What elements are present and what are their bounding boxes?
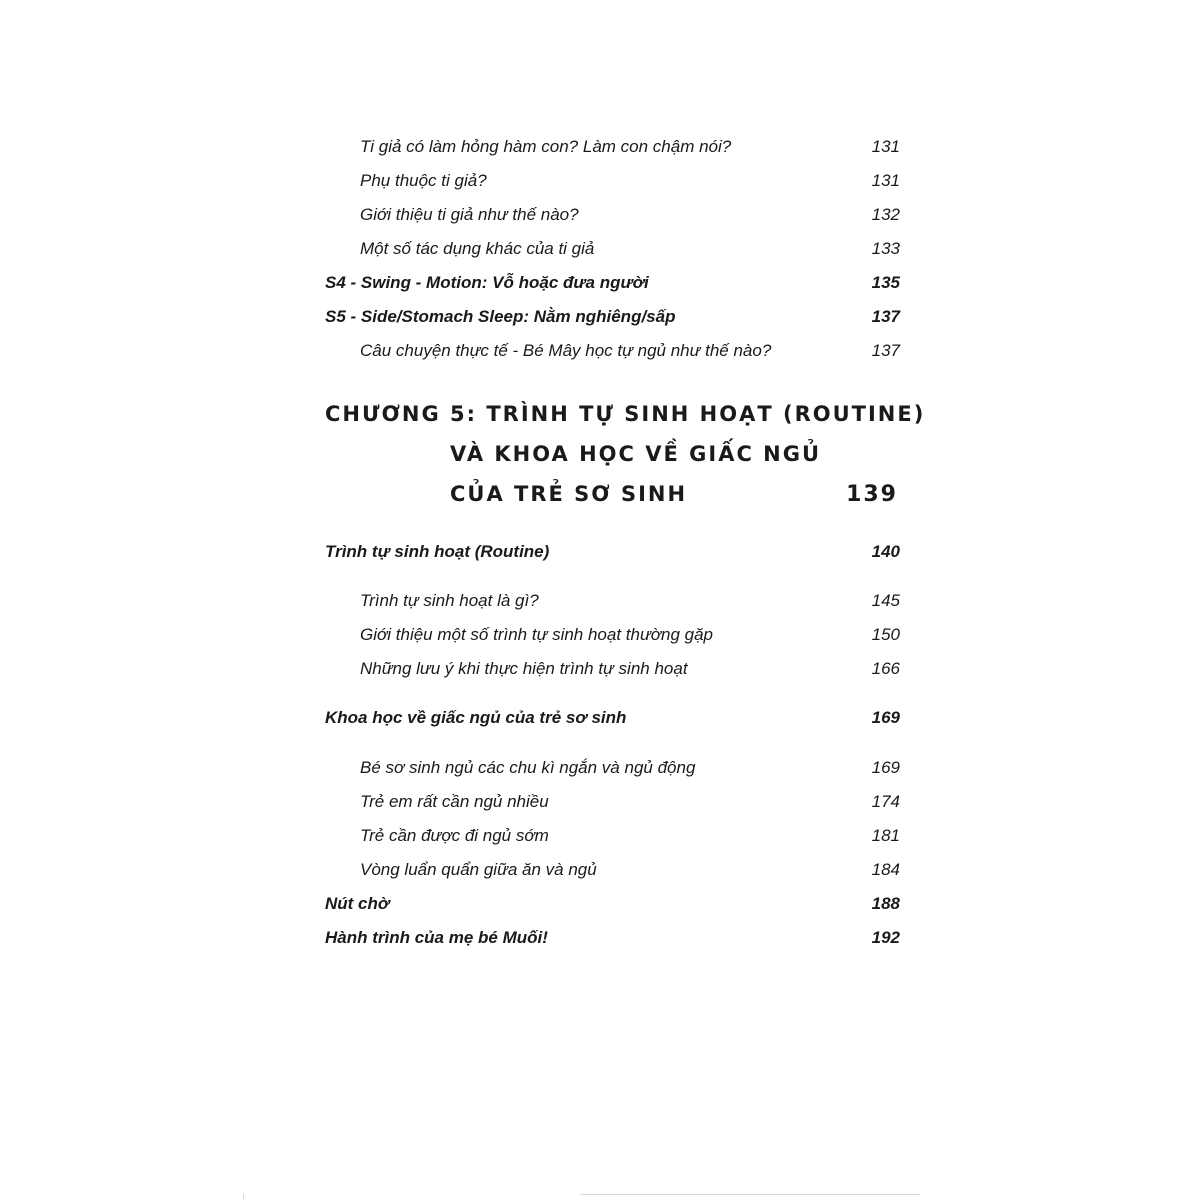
toc-entry [0, 623, 1200, 647]
toc-entry-page: 181 [871, 826, 900, 845]
toc-entry-title: S5 - Side/Stomach Sleep: Nằm nghiêng/sấp [325, 307, 676, 326]
page-edge-line [580, 1194, 920, 1195]
toc-entry-page: 140 [871, 542, 900, 561]
toc-entry [0, 237, 1200, 261]
toc-entry [0, 824, 1200, 848]
toc-entry [0, 339, 1200, 363]
toc-entry-page: 192 [871, 928, 900, 947]
toc-entry-page: 132 [871, 205, 900, 224]
toc-entry-page: 131 [871, 171, 900, 190]
toc-entry-title: Hành trình của mẹ bé Muối! [325, 928, 548, 947]
toc-entry-title: Khoa học về giấc ngủ của trẻ sơ sinh [325, 708, 627, 727]
toc-entry-page: 133 [871, 239, 900, 258]
toc-entry-title: Trẻ em rất cần ngủ nhiều [360, 792, 549, 811]
chapter-title-line-2: VÀ KHOA HỌC VỀ GIẤC NGỦ [450, 442, 822, 466]
toc-entry-page: 137 [871, 307, 900, 326]
toc-entry-title: S4 - Swing - Motion: Vỗ hoặc đưa người [325, 273, 649, 292]
chapter-page-number: 139 [846, 482, 898, 507]
toc-entry-page: 169 [871, 758, 900, 777]
toc-section-entry [0, 271, 1200, 295]
toc-section-entry [0, 305, 1200, 329]
toc-entry-page: 150 [871, 625, 900, 644]
toc-section-entry [0, 706, 1200, 730]
toc-entry-title: Một số tác dụng khác của ti giả [360, 239, 595, 258]
toc-entry-title: Ti giả có làm hỏng hàm con? Làm con chậm nói? [360, 137, 732, 156]
toc-entry-title: Phụ thuộc ti giả? [360, 171, 487, 190]
toc-entry-title: Nút chờ [325, 894, 390, 913]
chapter-title-line-1: CHƯƠNG 5: TRÌNH TỰ SINH HOẠT (ROUTINE) [325, 402, 926, 426]
toc-entry [0, 203, 1200, 227]
toc-entry-page: 131 [871, 137, 900, 156]
toc-entry-title: Trình tự sinh hoạt (Routine) [325, 542, 550, 561]
toc-entry-title: Những lưu ý khi thực hiện trình tự sinh hoạt [360, 659, 688, 678]
toc-entry-page: 174 [871, 792, 900, 811]
toc-entry-title: Vòng luẩn quẩn giữa ăn và ngủ [360, 860, 597, 879]
toc-entry [0, 858, 1200, 882]
toc-entry-title: Bé sơ sinh ngủ các chu kì ngắn và ngủ động [360, 758, 696, 777]
toc-entry-title: Trình tự sinh hoạt là gì? [360, 591, 539, 610]
toc-entry-page: 166 [871, 659, 900, 678]
toc-entry [0, 135, 1200, 159]
toc-entry-page: 135 [871, 273, 900, 292]
toc-entry-page: 169 [871, 708, 900, 727]
toc-entry-page: 137 [871, 341, 900, 360]
toc-entry [0, 657, 1200, 681]
toc-entry [0, 756, 1200, 780]
toc-section-entry [0, 892, 1200, 916]
toc-section-entry [0, 926, 1200, 950]
toc-entry [0, 790, 1200, 814]
toc-entry-title: Câu chuyện thực tế - Bé Mây học tự ngủ như thế nào? [360, 341, 772, 360]
toc-entry-title: Trẻ cần được đi ngủ sớm [360, 826, 549, 845]
toc-entry-title: Giới thiệu một số trình tự sinh hoạt thường gặp [360, 625, 714, 644]
toc-entry-page: 145 [871, 591, 900, 610]
toc-entry [0, 589, 1200, 613]
toc-entry-title: Giới thiệu ti giả như thế nào? [360, 205, 579, 224]
toc-entry-page: 188 [871, 894, 900, 913]
toc-section-entry [0, 540, 1200, 564]
toc-entry [0, 169, 1200, 193]
page-edge-mark [243, 1194, 244, 1200]
chapter-title-line-3: CỦA TRẺ SƠ SINH [450, 482, 688, 506]
toc-entry-page: 184 [871, 860, 900, 879]
